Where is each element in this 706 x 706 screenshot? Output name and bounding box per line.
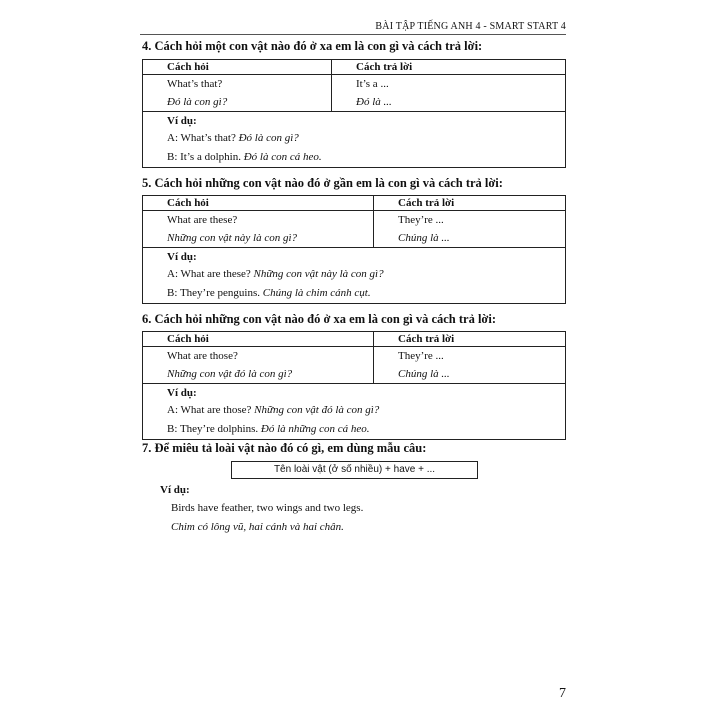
section-5-heading: 5. Cách hỏi những con vật nào đó ở gần em là con gì và cách trả lời: [142, 176, 503, 190]
example-b [143, 284, 565, 303]
answer-vi: Đó là ... [356, 96, 392, 108]
example-label: Ví dụ: [167, 387, 197, 399]
example-b-en: B: They’re dolphins. [167, 423, 259, 435]
section-6-heading: 6. Cách hỏi những con vật nào đó ở xa em là con gì và cách trả lời: [142, 312, 496, 326]
example-a-vi: Những con vật đó là con gì? [254, 404, 380, 416]
example-a-vi: Đó là con gì? [238, 132, 299, 144]
example-a-en: A: What’s that? [167, 132, 236, 144]
ask-cell [143, 211, 374, 248]
ask-en: What’s that? [167, 78, 223, 90]
example-b-vi: Chúng là chim cánh cụt. [262, 287, 371, 299]
example-label: Ví dụ: [167, 251, 197, 263]
example-a [143, 129, 565, 148]
ask-vi: Đó là con gì? [167, 96, 228, 108]
example-cell [143, 112, 566, 168]
example-b-en: B: It’s a dolphin. [167, 151, 241, 163]
ask-cell [143, 75, 332, 112]
col-ask-header: Cách hỏi [167, 197, 209, 209]
header-rule [140, 34, 566, 35]
example-a-en: A: What are those? [167, 404, 252, 416]
ask-en: What are those? [167, 350, 238, 362]
answer-cell [374, 347, 566, 384]
ask-cell [143, 347, 374, 384]
answer-column [374, 332, 566, 347]
example-a [143, 401, 565, 420]
page-header: BÀI TẬP TIẾNG ANH 4 - SMART START 4 [375, 21, 566, 32]
section-7-example-vi: Chim có lông vũ, hai cánh và hai chân. [171, 521, 344, 533]
page-number: 7 [559, 686, 566, 701]
col-answer-header: Cách trả lời [398, 333, 455, 345]
example-a-en: A: What are these? [167, 268, 251, 280]
answer-column [332, 60, 566, 75]
ask-vi: Những con vật này là con gì? [167, 232, 298, 244]
example-cell [143, 248, 566, 304]
section-6-table [142, 331, 566, 440]
answer-vi: Chúng là ... [398, 368, 450, 380]
ask-en: What are these? [167, 214, 238, 226]
ask-column [143, 196, 374, 211]
example-a-vi: Những con vật này là con gì? [253, 268, 384, 280]
ask-vi: Những con vật đó là con gì? [167, 368, 293, 380]
example-b [143, 148, 565, 167]
example-b-vi: Đó là những con cá heo. [260, 423, 370, 435]
col-ask-header: Cách hỏi [167, 61, 209, 73]
section-7-example-en: Birds have feather, two wings and two legs. [171, 502, 364, 514]
answer-en: It’s a ... [356, 78, 389, 90]
sentence-pattern-box: Tên loài vật (ở số nhiều) + have + ... [231, 461, 478, 479]
example-label: Ví dụ: [167, 115, 197, 127]
answer-column [374, 196, 566, 211]
example-cell [143, 384, 566, 440]
ask-column [143, 332, 374, 347]
answer-cell [332, 75, 566, 112]
section-7-heading: 7. Để miêu tả loài vật nào đó có gì, em dùng mẫu câu: [142, 441, 427, 455]
section-4-table [142, 59, 566, 168]
example-b [143, 420, 565, 439]
section-5-table [142, 195, 566, 304]
col-answer-header: Cách trả lời [398, 197, 455, 209]
section-7-example-label: Ví dụ: [160, 484, 190, 496]
ask-column [143, 60, 332, 75]
example-a [143, 265, 565, 284]
example-b-vi: Đó là con cá heo. [243, 151, 322, 163]
answer-cell [374, 211, 566, 248]
example-b-en: B: They’re penguins. [167, 287, 260, 299]
col-ask-header: Cách hỏi [167, 333, 209, 345]
col-answer-header: Cách trả lời [356, 61, 413, 73]
answer-en: They’re ... [398, 214, 444, 226]
answer-en: They’re ... [398, 350, 444, 362]
section-4-heading: 4. Cách hỏi một con vật nào đó ở xa em là con gì và cách trả lời: [142, 39, 483, 53]
answer-vi: Chúng là ... [398, 232, 450, 244]
